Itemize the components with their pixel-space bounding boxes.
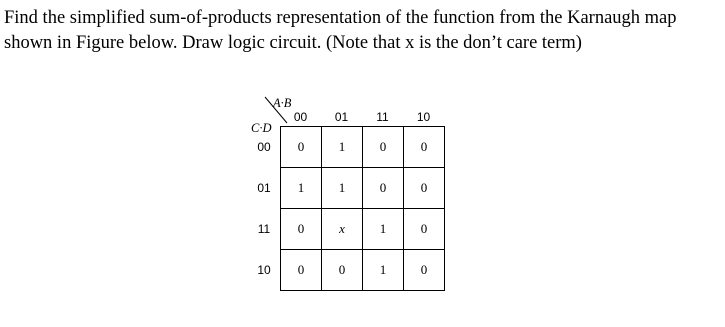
kmap-cell: 0 [281, 250, 322, 291]
kmap-cell: 1 [363, 250, 404, 291]
kmap-cell: 0 [404, 168, 445, 209]
kmap-column-header: 01 [334, 110, 349, 124]
kmap-cell: 0 [322, 250, 363, 291]
kmap-cell: 0 [363, 168, 404, 209]
kmap-cell: 1 [281, 168, 322, 209]
kmap-cell: 1 [363, 209, 404, 250]
kmap-cell: 1 [322, 168, 363, 209]
kmap-column-header: 00 [293, 110, 308, 124]
kmap-grid [280, 126, 445, 291]
kmap-row-variable: C·D [251, 121, 272, 135]
kmap-row-header: 11 [257, 222, 271, 236]
kmap-cell: 0 [363, 127, 404, 168]
kmap-cell: 0 [404, 127, 445, 168]
kmap-cell: 0 [281, 127, 322, 168]
kmap-row-header: 00 [257, 140, 271, 154]
kmap-cell: 1 [322, 127, 363, 168]
kmap-cell: 0 [404, 209, 445, 250]
kmap-column-header: 10 [416, 110, 431, 124]
kmap-column-header: 11 [376, 110, 389, 124]
kmap-cell-dont-care: x [322, 209, 363, 250]
kmap-cell: 0 [404, 250, 445, 291]
karnaugh-map [248, 95, 458, 305]
kmap-row-header: 10 [257, 263, 271, 277]
kmap-cell: 0 [281, 209, 322, 250]
kmap-column-variable: A·B [273, 96, 292, 110]
kmap-row-header: 01 [257, 181, 271, 195]
question-text: Find the simplified sum-of-products representation of the function from the Karnaugh map shown in Figure below. Draw logic circuit. (Note that x is the don’t care term) [4, 8, 677, 53]
